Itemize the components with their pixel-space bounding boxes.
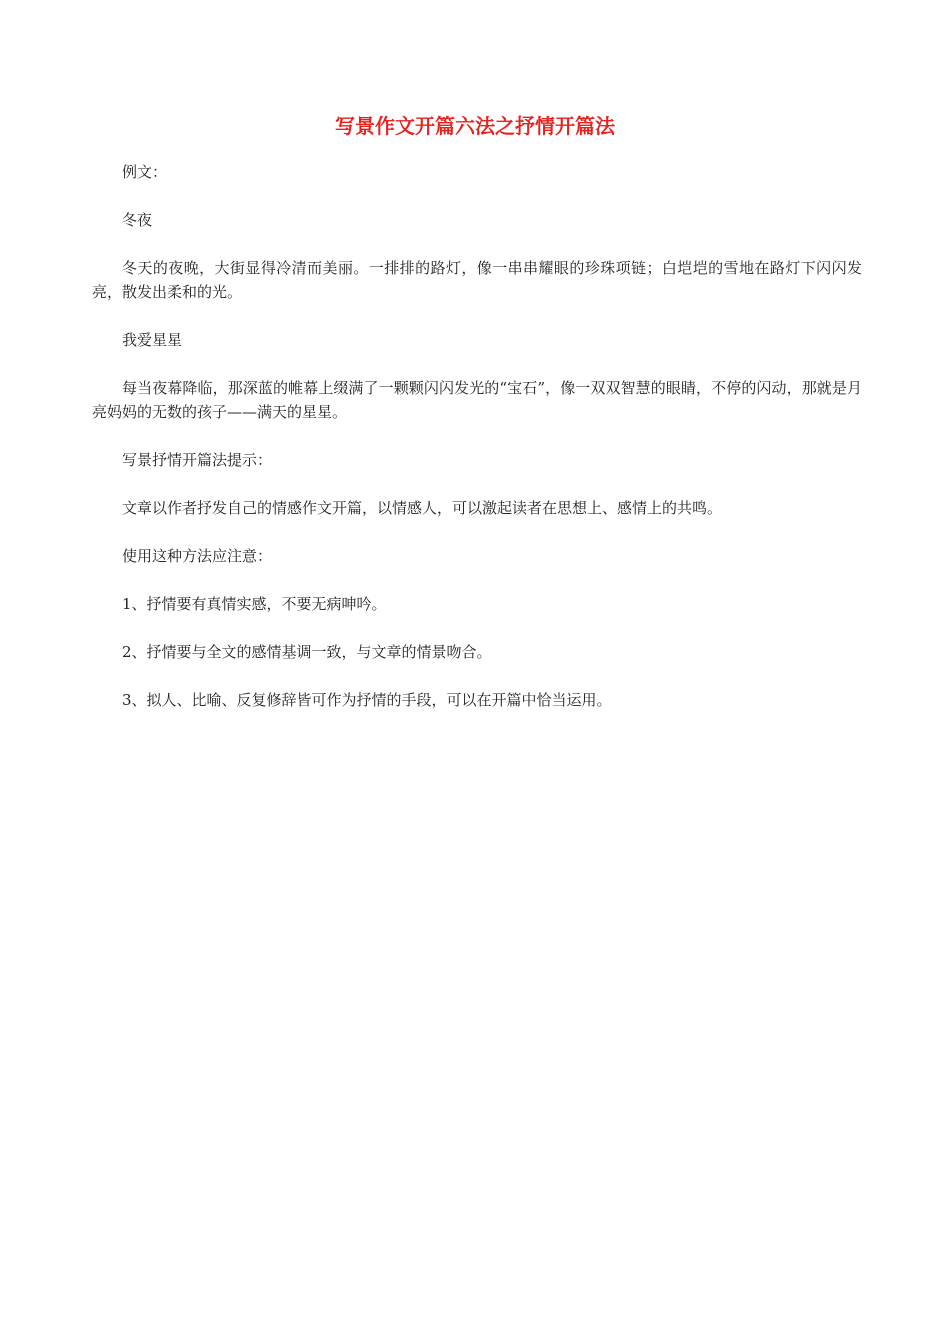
document-title: 写景作文开篇六法之抒情开篇法 bbox=[335, 114, 615, 138]
document-body bbox=[92, 160, 862, 712]
note-item-1: 1、抒情要有真情实感，不要无病呻吟。 bbox=[122, 595, 387, 613]
note-item-3: 3、拟人、比喻、反复修辞皆可作为抒情的手段，可以在开篇中恰当运用。 bbox=[122, 691, 612, 709]
example-title-i-love-stars: 我爱星星 bbox=[122, 331, 183, 349]
example-label: 例文： bbox=[122, 163, 168, 181]
example-title-winter-night: 冬夜 bbox=[122, 211, 153, 229]
tips-heading: 写景抒情开篇法提示： bbox=[122, 451, 273, 469]
note-item-2: 2、抒情要与全文的感情基调一致，与文章的情景吻合。 bbox=[122, 643, 492, 661]
example-paragraph-i-love-stars: 每当夜幕降临，那深蓝的帷幕上缀满了一颗颗闪闪发光的“宝石”，像一双双智慧的眼睛，不停的闪动，那就是月亮妈妈的无数的孩子——满天的星星。 bbox=[92, 379, 862, 421]
notes-heading: 使用这种方法应注意： bbox=[122, 547, 273, 565]
example-paragraph-winter-night: 冬天的夜晚，大街显得冷清而美丽。一排排的路灯，像一串串耀眼的珍珠项链；白垲垲的雪地在路灯下闪闪发亮，散发出柔和的光。 bbox=[92, 259, 862, 301]
tips-paragraph: 文章以作者抒发自己的情感作文开篇，以情感人，可以激起读者在思想上、感情上的共鸣。 bbox=[122, 499, 723, 517]
